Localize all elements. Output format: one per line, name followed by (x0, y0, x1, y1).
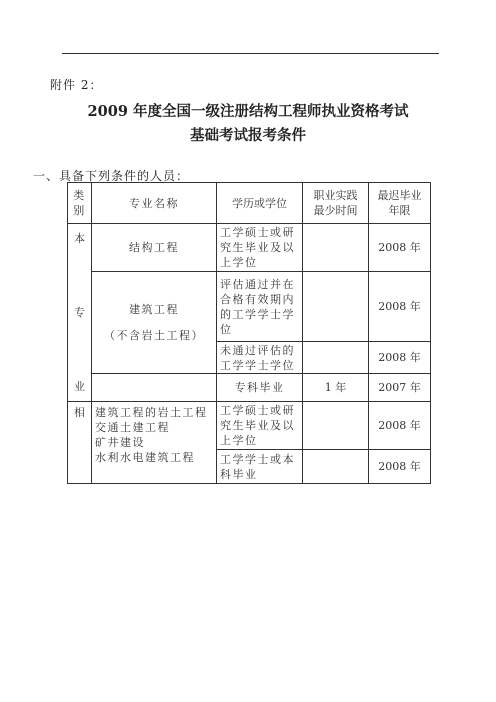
related-major-1: 建筑工程的岩土工程 (95, 406, 208, 419)
table-row (68, 272, 431, 342)
year-arch-college: 2007 年 (369, 374, 431, 402)
header-major-name: 专业名称 (92, 183, 217, 224)
header-rule (62, 53, 439, 54)
education-related-master: 工学硕士或研究生毕业及以上学位 (217, 402, 303, 450)
header-min-practice: 职业实践最少时间 (303, 183, 369, 224)
related-major-3: 矿井建设 (95, 436, 145, 449)
major-architecture (92, 272, 217, 374)
header-latest-year: 最迟毕业年限 (369, 183, 431, 224)
header-category: 类别 (68, 183, 92, 224)
year-related-bachelor: 2008 年 (369, 450, 431, 484)
category-core (68, 224, 92, 402)
attachment-label: 附件 2： (50, 78, 103, 92)
table-header-row (68, 183, 431, 224)
practice-arch-unevaluated (303, 342, 369, 374)
category-core-char-2: 专 (74, 306, 85, 319)
education-structural: 工学硕士或研究生毕业及以上学位 (217, 224, 303, 272)
category-core-char-1: 本 (74, 232, 85, 245)
related-major-4: 水利水电建筑工程 (95, 451, 195, 464)
related-majors-list (92, 402, 217, 484)
education-arch-college: 专科毕业 (217, 374, 303, 402)
major-architecture-note: （不含岩土工程） (104, 328, 204, 342)
table-row (68, 374, 431, 402)
major-architecture-name: 建筑工程 (129, 302, 179, 316)
year-arch-evaluated: 2008 年 (369, 272, 431, 342)
practice-structural (303, 224, 369, 272)
practice-arch-college: 1 年 (303, 374, 369, 402)
year-structural: 2008 年 (369, 224, 431, 272)
related-major-2: 交通土建工程 (95, 421, 170, 434)
document-subtitle: 基础考试报考条件 (190, 127, 306, 144)
section-heading: 一、具备下列条件的人员： (33, 169, 190, 183)
practice-related-master (303, 402, 369, 450)
major-structural: 结构工程 (92, 224, 217, 272)
category-core-char-3: 业 (74, 380, 85, 393)
requirements-table (67, 182, 431, 484)
category-related: 相 (68, 402, 92, 484)
table-row (68, 224, 431, 272)
education-related-bachelor: 工学学士或本科毕业 (217, 450, 303, 484)
major-architecture-cont (92, 374, 217, 402)
header-education: 学历或学位 (217, 183, 303, 224)
practice-related-bachelor (303, 450, 369, 484)
practice-arch-evaluated (303, 272, 369, 342)
table-row (68, 402, 431, 450)
year-arch-unevaluated: 2008 年 (369, 342, 431, 374)
year-related-master: 2008 年 (369, 402, 431, 450)
education-arch-evaluated: 评估通过并在合格有效期内的工学学士学位 (217, 272, 303, 342)
education-arch-unevaluated: 未通过评估的工学学士学位 (217, 342, 303, 374)
document-title: 2009 年度全国一级注册结构工程师执业资格考试 (87, 103, 409, 120)
